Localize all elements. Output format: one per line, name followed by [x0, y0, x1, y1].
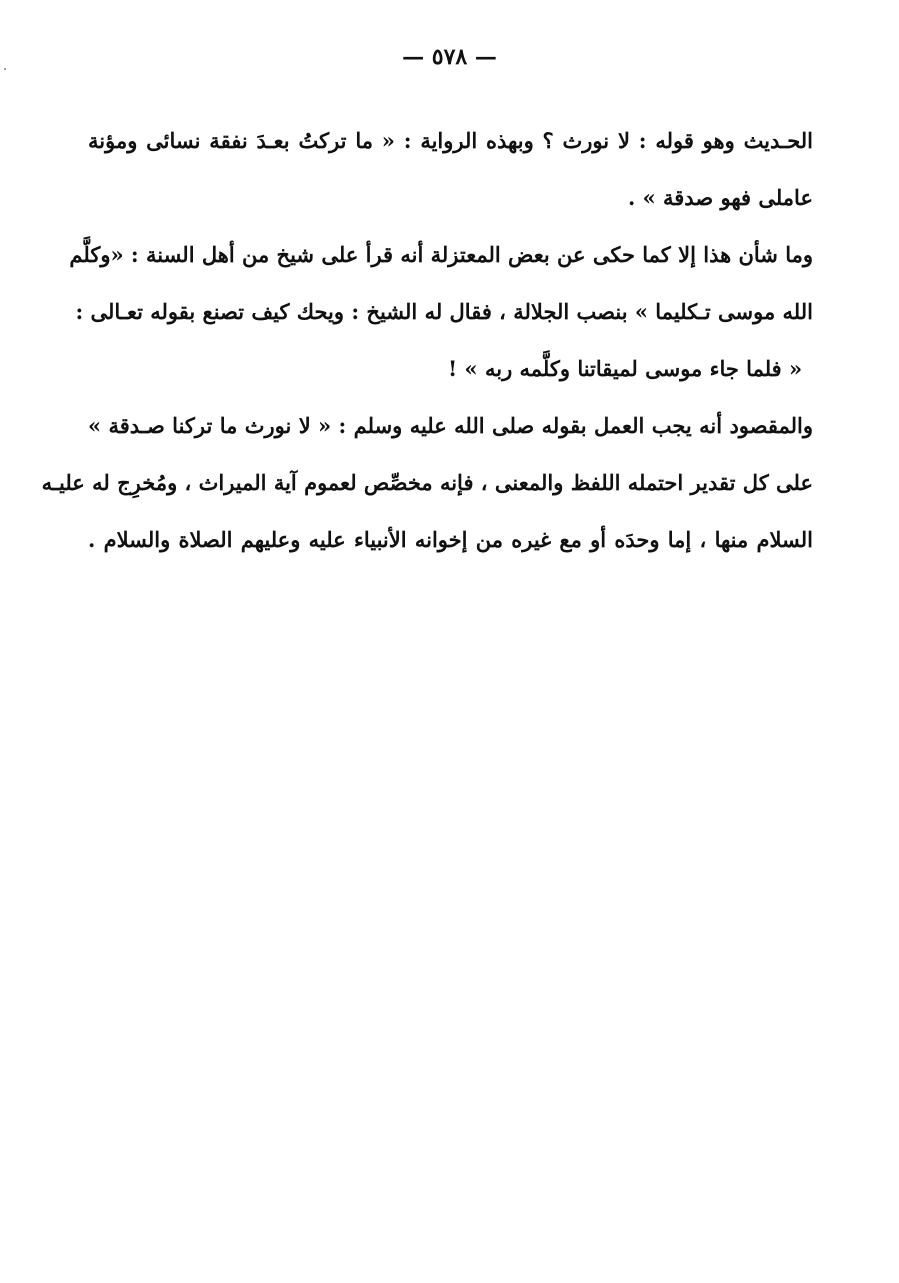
text-line-6: والمقصود أنه يجب العمل بقوله صلى الله عليه وسلم : « لا نورث ما تركنا صـدقة »	[88, 413, 813, 438]
body-text	[41, 112, 813, 568]
text-line-2: عاملى فهو صدقة » .	[627, 185, 813, 210]
text-line-3: وما شأن هذا إلا كما حكى عن بعض المعتزلة أنه قرأ على شيخ من أهل السنة : «وكلَّم	[69, 242, 813, 267]
text-line-4: الله موسى تـكليما » بنصب الجلالة ، فقال له الشيخ : ويحك كيف تصنع بقوله تعـالى :	[75, 299, 813, 324]
text-line-1: الحـديث وهو قوله : لا نورث ؟ وبهذه الرواية : « ما تركتُ بعـدَ نفقة نسائى ومؤنة	[88, 128, 813, 153]
page-number: — ٥٧٨ —	[402, 44, 497, 70]
text-line-8: السلام منها ، إما وحدَه أو مع غيره من إخوانه الأنبياء عليه وعليهم الصلاة والسلام .	[88, 527, 813, 552]
text-line-7: على كل تقدير احتمله اللفظ والمعنى ، فإنه مخصِّص لعموم آية الميراث ، ومُخرِج له عليـه	[41, 470, 813, 495]
text-line-5: « فلما جاء موسى لميقاتنا وكلَّمه ربه » !	[448, 356, 803, 381]
